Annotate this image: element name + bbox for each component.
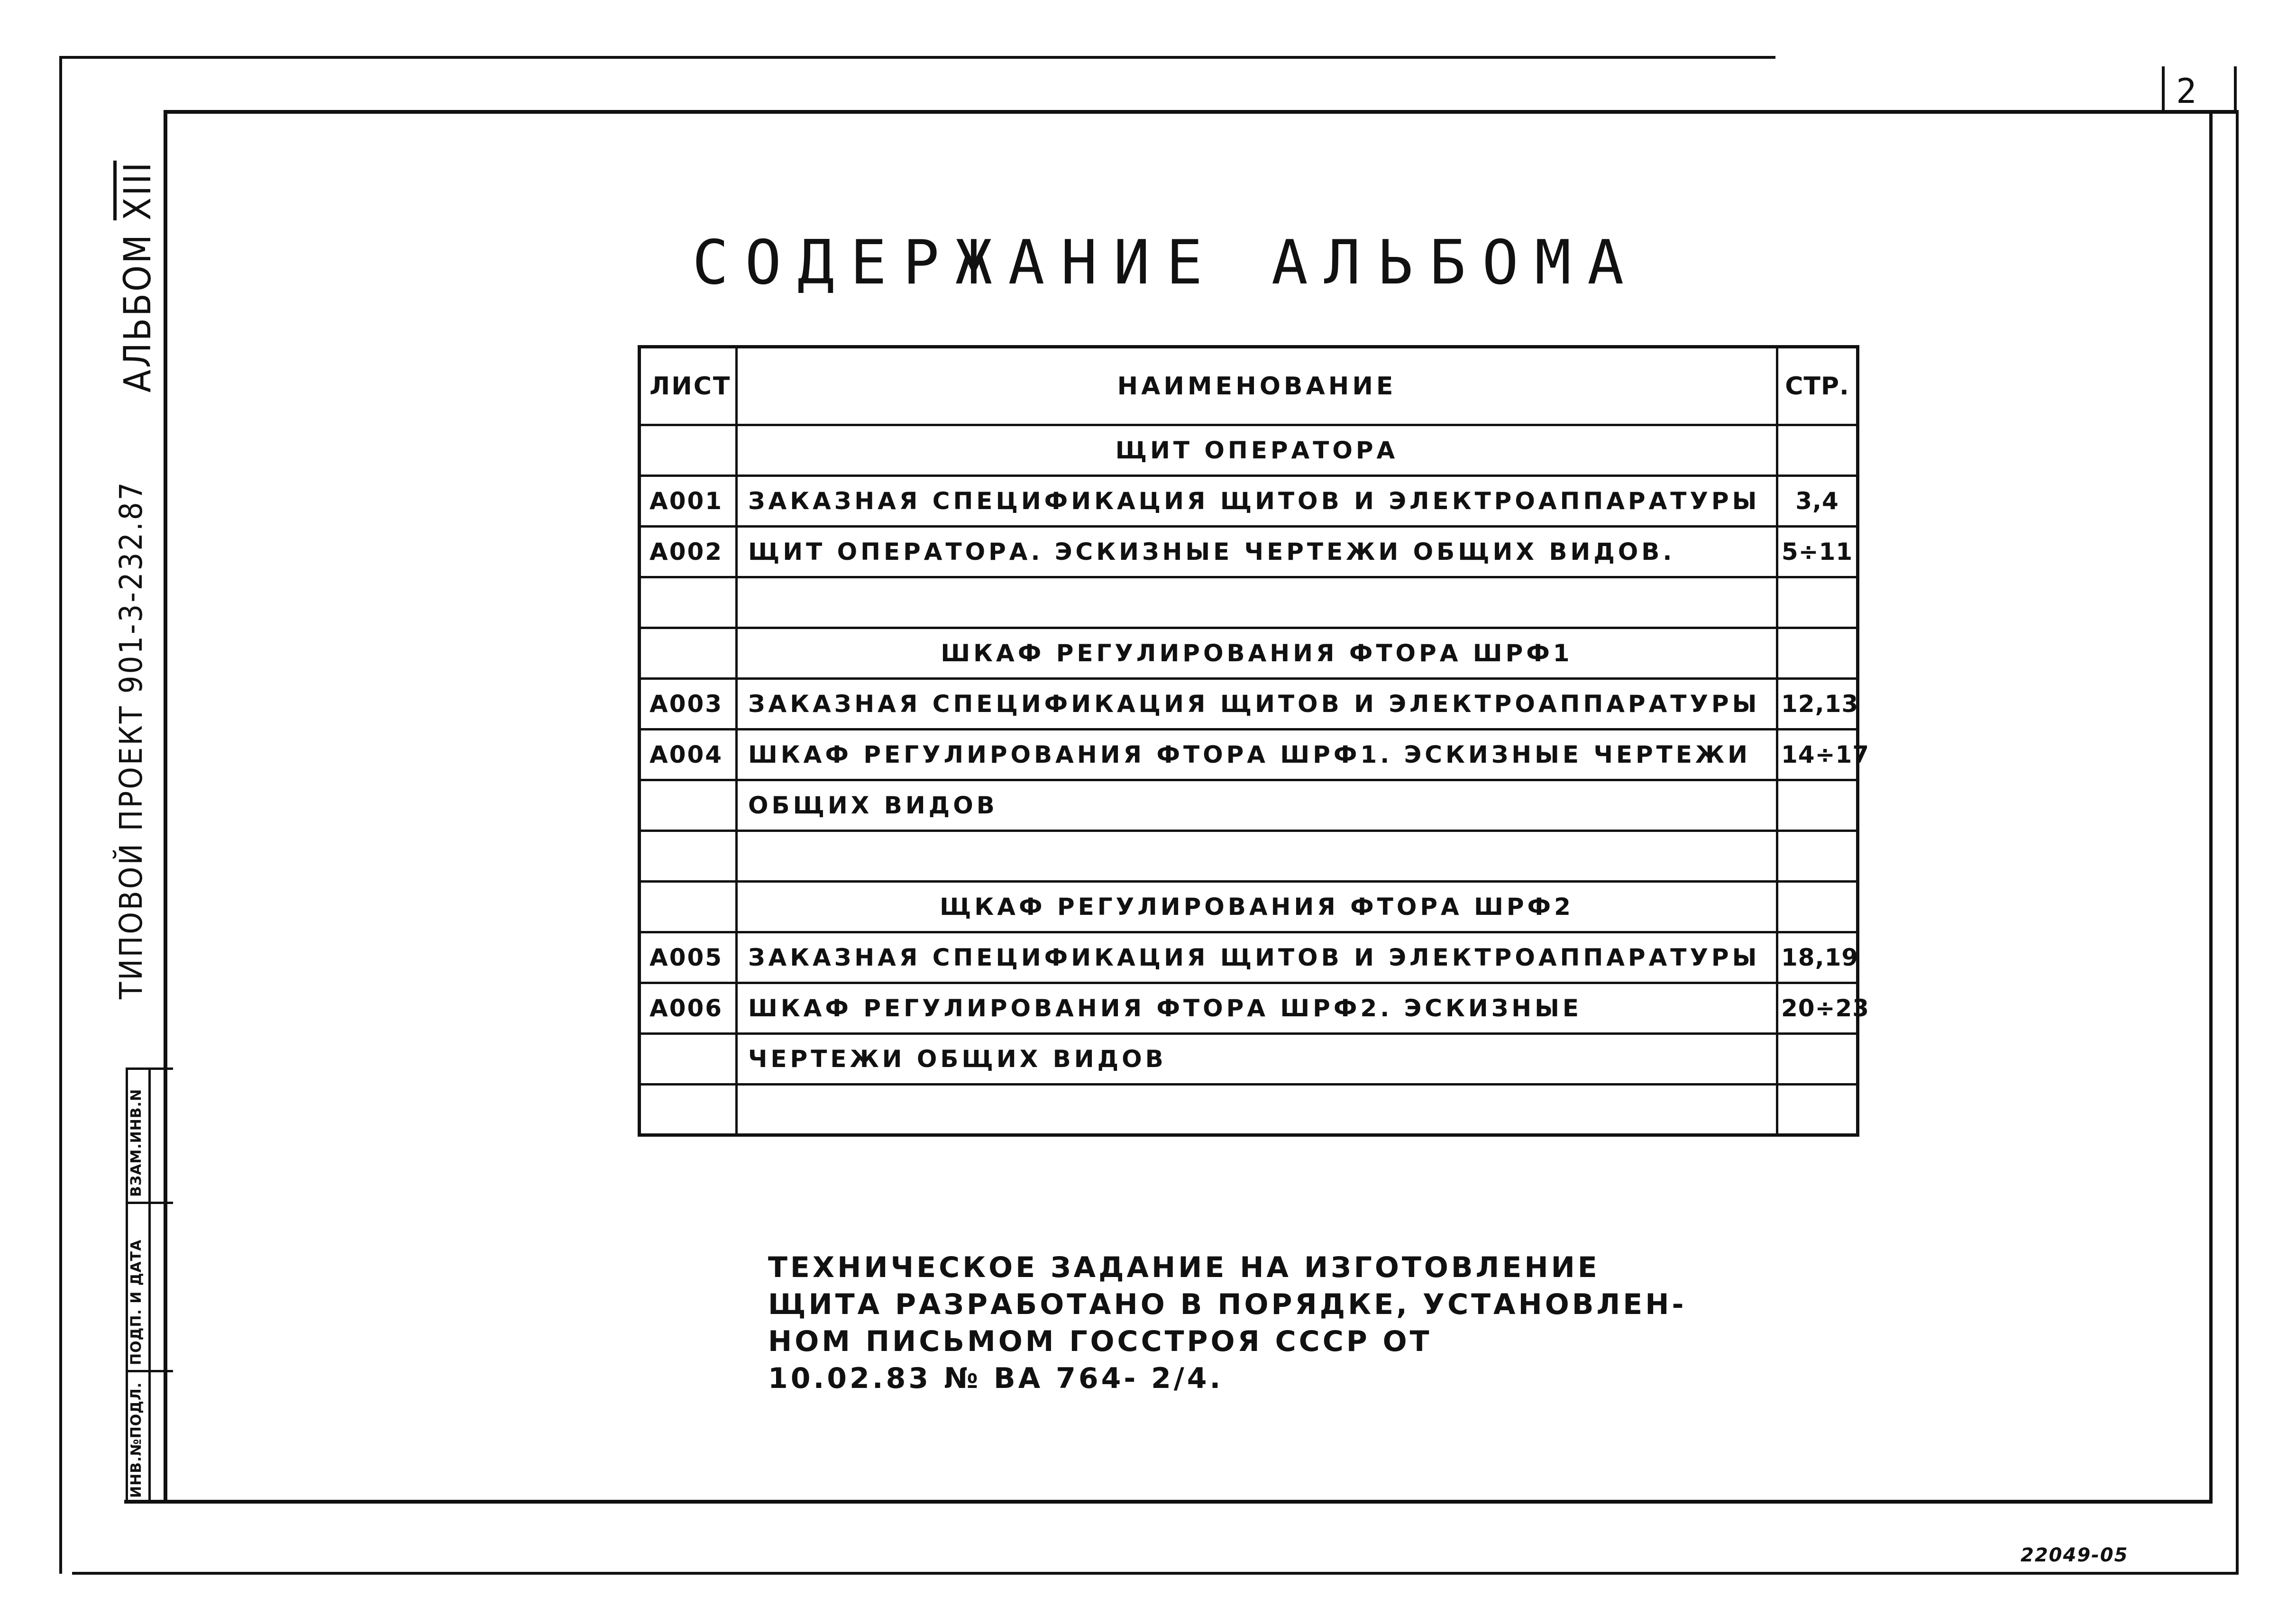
page-title: СОДЕРЖАНИЕ АЛЬБОМА <box>692 228 1640 298</box>
inner-frame-bottom <box>124 1500 2213 1504</box>
table-row <box>640 983 1858 1034</box>
note-line-1: ТЕХНИЧЕСКОЕ ЗАДАНИЕ НА ИЗГОТОВЛЕНИЕ <box>768 1251 1600 1284</box>
page-cell <box>1777 1034 1858 1085</box>
page-number-box-left <box>2162 66 2165 114</box>
name-cell <box>737 577 1777 628</box>
sheet-cell <box>640 882 737 932</box>
name-cell: ШКАФ РЕГУЛИРОВАНИЯ ФТОРА ШРФ1 <box>737 628 1777 679</box>
name-cell: ЩИТ ОПЕРАТОРА. ЭСКИЗНЫЕ ЧЕРТЕЖИ ОБЩИХ ВИДОВ. <box>737 527 1777 577</box>
side-album-word: АЛЬБОМ <box>117 233 159 392</box>
page-cell <box>1777 425 1858 476</box>
table-header-row <box>640 347 1858 425</box>
side-project-label: ТИПОВОЙ ПРОЕКТ 901-3-232.87 <box>113 480 149 999</box>
table-row <box>640 1034 1858 1085</box>
page-cell <box>1777 628 1858 679</box>
page-cell: 5÷11 <box>1777 527 1858 577</box>
page-cell: 3,4 <box>1777 476 1858 527</box>
stamp-label-replacement: ВЗАМ.ИНВ.N <box>128 1088 145 1197</box>
header-sheet: ЛИСТ <box>640 347 737 425</box>
stamp-divider-2 <box>126 1370 173 1372</box>
name-cell: ЧЕРТЕЖИ ОБЩИХ ВИДОВ <box>737 1034 1777 1085</box>
table-row <box>640 476 1858 527</box>
note-line-2: ЩИТА РАЗРАБОТАНО В ПОРЯДКЕ, УСТАНОВЛЕН- <box>768 1288 1687 1321</box>
note-line-3: НОМ ПИСЬМОМ ГОССТРОЯ СССР ОТ <box>768 1325 1432 1358</box>
table-row <box>640 425 1858 476</box>
technical-note <box>768 1249 1686 1397</box>
side-album-label <box>117 161 159 392</box>
page-cell: 12,13 <box>1777 679 1858 730</box>
page-number: 2 <box>2176 71 2197 111</box>
outer-frame-right <box>2236 110 2239 1575</box>
sheet-cell: А004 <box>640 730 737 780</box>
table-row <box>640 932 1858 983</box>
sheet-cell <box>640 1085 737 1135</box>
page-cell: 18,19 <box>1777 932 1858 983</box>
table-row <box>640 730 1858 780</box>
archive-number: 22049-05 <box>2021 1544 2129 1566</box>
inner-frame-top <box>164 110 2239 114</box>
table-row <box>640 1085 1858 1135</box>
page-cell <box>1777 780 1858 831</box>
sheet-cell: А001 <box>640 476 737 527</box>
sheet-cell: А003 <box>640 679 737 730</box>
table-row <box>640 577 1858 628</box>
name-cell: ЗАКАЗНАЯ СПЕЦИФИКАЦИЯ ЩИТОВ И ЭЛЕКТРОАППАРАТУРЫ <box>737 679 1777 730</box>
outer-frame-bottom <box>72 1572 2239 1575</box>
table-row <box>640 679 1858 730</box>
page-cell: 20÷23 <box>1777 983 1858 1034</box>
sheet-cell <box>640 628 737 679</box>
page-number-box-right <box>2234 66 2237 114</box>
name-cell <box>737 831 1777 882</box>
page-cell <box>1777 577 1858 628</box>
stamp-inner-left <box>148 1069 151 1504</box>
page-cell <box>1777 831 1858 882</box>
stamp-divider-1 <box>126 1202 173 1204</box>
page-cell: 14÷17 <box>1777 730 1858 780</box>
header-name: НАИМЕНОВАНИЕ <box>737 347 1777 425</box>
name-cell <box>737 1085 1777 1135</box>
name-cell: ШКАФ РЕГУЛИРОВАНИЯ ФТОРА ШРФ1. ЭСКИЗНЫЕ ЧЕРТЕЖИ <box>737 730 1777 780</box>
name-cell: ЗАКАЗНАЯ СПЕЦИФИКАЦИЯ ЩИТОВ И ЭЛЕКТРОАППАРАТУРЫ <box>737 932 1777 983</box>
sheet-cell: А005 <box>640 932 737 983</box>
table-row <box>640 527 1858 577</box>
sheet-cell <box>640 1034 737 1085</box>
sheet-cell <box>640 780 737 831</box>
table-row <box>640 882 1858 932</box>
table-row <box>640 628 1858 679</box>
sheet-cell <box>640 831 737 882</box>
name-cell: ЗАКАЗНАЯ СПЕЦИФИКАЦИЯ ЩИТОВ И ЭЛЕКТРОАППАРАТУРЫ <box>737 476 1777 527</box>
sheet-cell: А006 <box>640 983 737 1034</box>
name-cell: ЩКАФ РЕГУЛИРОВАНИЯ ФТОРА ШРФ2 <box>737 882 1777 932</box>
header-page: СТР. <box>1777 347 1858 425</box>
page-cell <box>1777 882 1858 932</box>
name-cell: ЩИТ ОПЕРАТОРА <box>737 425 1777 476</box>
outer-frame-top <box>59 56 1775 59</box>
page-cell <box>1777 1085 1858 1135</box>
stamp-top <box>126 1067 173 1070</box>
table-row <box>640 780 1858 831</box>
side-album-number: XIII <box>117 160 159 220</box>
inner-frame-right <box>2209 114 2213 1504</box>
contents-table <box>638 345 1870 1137</box>
inner-frame-left <box>164 110 167 1504</box>
sheet-cell <box>640 425 737 476</box>
stamp-label-inventory: ИНВ.№ПОДЛ. <box>128 1382 145 1498</box>
sheet-cell <box>640 577 737 628</box>
sheet-cell: А002 <box>640 527 737 577</box>
outer-frame-left <box>59 56 62 1574</box>
table-row <box>640 831 1858 882</box>
name-cell: ШКАФ РЕГУЛИРОВАНИЯ ФТОРА ШРФ2. ЭСКИЗНЫЕ <box>737 983 1777 1034</box>
note-line-4: 10.02.83 № ВА 764- 2/4. <box>768 1362 1224 1395</box>
stamp-label-signature-date: ПОДП. И ДАТА <box>128 1239 145 1365</box>
name-cell: ОБЩИХ ВИДОВ <box>737 780 1777 831</box>
